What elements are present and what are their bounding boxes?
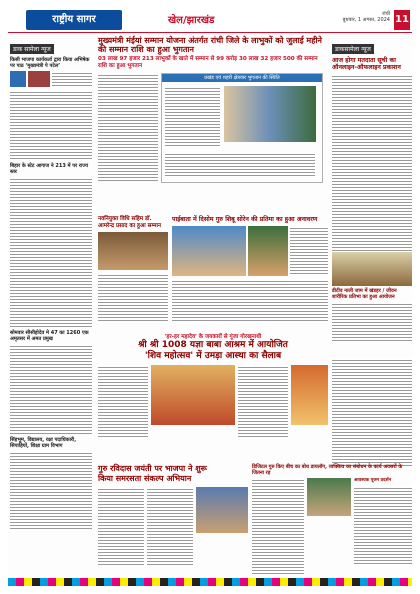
date: बुधवार, 1 अगस्त, 2024 (342, 17, 390, 23)
page-number: 11 (394, 10, 410, 30)
lead-subheadline: 03 लाख 97 हजार 213 लाभुकों के खाते में सम्मान से 99 करोड़ 30 लाख 32 हजार 500 की सम्मान राशि का हुआ भुगतान (98, 56, 318, 69)
color-registration-strip (8, 578, 412, 586)
left-headline-4: सिंहभूम, विद्यालय, रक्षा पदाधिकारी, सिपाहियों, शिक्षा ग्राम विभाग (10, 437, 77, 449)
payment-status-box (161, 73, 323, 183)
event-photo (307, 478, 351, 516)
left-article-text (10, 344, 92, 434)
dateline (343, 11, 390, 23)
event-photo (332, 252, 412, 286)
mid-left-story (98, 216, 168, 328)
bottom-right-subhead: आवश्यक पूजन प्रदर्शन (354, 478, 392, 483)
person-photo (28, 71, 50, 87)
bottom-headline-1: गुरु रविदास जयंती पर भाजपा ने शुरू (98, 464, 207, 473)
left-article-text (10, 90, 92, 160)
festival-photo (291, 365, 328, 425)
feature-headline-2: 'शिव महोत्सव' में उमड़ा आस्था का सैलाब (144, 351, 282, 361)
bottom-right-story (252, 464, 412, 580)
feature-headline-1: श्री श्री 1008 यज्ञा बाबा आश्रम में आयोजित (138, 340, 288, 350)
bottom-headline-2: किया समरसता संकल्प अभियान (98, 474, 192, 483)
left-column (10, 36, 92, 576)
bottom-story (98, 464, 248, 580)
event-photo (98, 232, 168, 270)
left-headline-1: किसी भाजपा कार्यकर्ता द्वारा किया अभिषेक पर पाठ ‘मुख्यमंत्री पे पटेल’ (10, 57, 90, 69)
payment-box-title: प्रखंड एवं शहरी क्षेत्रवार भुगतान की स्थिति (162, 74, 322, 82)
mid-right-headline: डीटीव नाली जाम में खंडहर / जीवन शारीरिक प्रतिभा का हुआ आयोजन (332, 288, 397, 300)
payment-table (165, 152, 315, 178)
left-article-text (10, 451, 92, 531)
newspaper-page (8, 8, 412, 586)
feature-story (98, 332, 328, 460)
newspaper-logo[interactable]: राष्ट्रीय सागर (26, 10, 122, 30)
person-photo (10, 71, 26, 87)
lead-story (98, 36, 326, 208)
city: रांची (382, 11, 390, 17)
lead-article-text (98, 73, 158, 181)
mid-left-headline: नवनियुक्त विधि सहिम डॉ. आमरेन्द्र प्रसाद का हुआ सम्मान (98, 216, 162, 229)
mid-center-headline: पाईबाता में दिसोम गुरु शिबू सोरेन की प्रतिमा का हुआ अनावरण (172, 216, 318, 223)
right-article-text (332, 74, 412, 254)
section-title: खेल/झारखंड (168, 15, 215, 26)
right-tag: डाकसामेला न्यूज (332, 44, 374, 54)
mid-center-story (172, 216, 328, 328)
right-column (332, 36, 412, 246)
bottom-right-headline: डिजिटल गुरु किए बीच का बोध डायलॉग, व्यक्तित्व का संबोधन के कार्य अवसरों के जितना रह (252, 464, 403, 476)
payment-table (165, 86, 220, 148)
left-tag: डाक सामेला न्यूज (10, 44, 54, 54)
masthead (8, 8, 412, 33)
statue-photo (172, 226, 246, 276)
mid-right-story (332, 252, 412, 352)
feature-kicker: 'हर-हर महादेव' के जयकारों से गूंजा गोरखनाथी (164, 334, 262, 340)
festival-photo (151, 365, 235, 425)
right-headline: आज होगा मतदाता सूची का ऑनलाइन-ऑफलाइन प्रकाशन (332, 57, 401, 71)
event-photo (196, 487, 248, 533)
lead-headline: मुख्यमंत्री मंईयां सम्मान योजना अंतर्गत रांची जिले के लाभुकों को जुलाई महीने की सम्मान राशि का हुआ भुगतान (98, 36, 322, 54)
left-headline-3: सोमवार सीसीहोदेव मे 47 का 1260 एक अमृतसर में अमत प्रमुख (10, 330, 89, 342)
statue-photo (248, 226, 288, 276)
left-article-text (10, 177, 92, 327)
left-headline-2: बिहार के स्टेट आगाज ने 213 में पर राज्य स्तर (10, 163, 89, 175)
leaders-photo (224, 86, 316, 142)
right-lower-column (332, 358, 412, 478)
